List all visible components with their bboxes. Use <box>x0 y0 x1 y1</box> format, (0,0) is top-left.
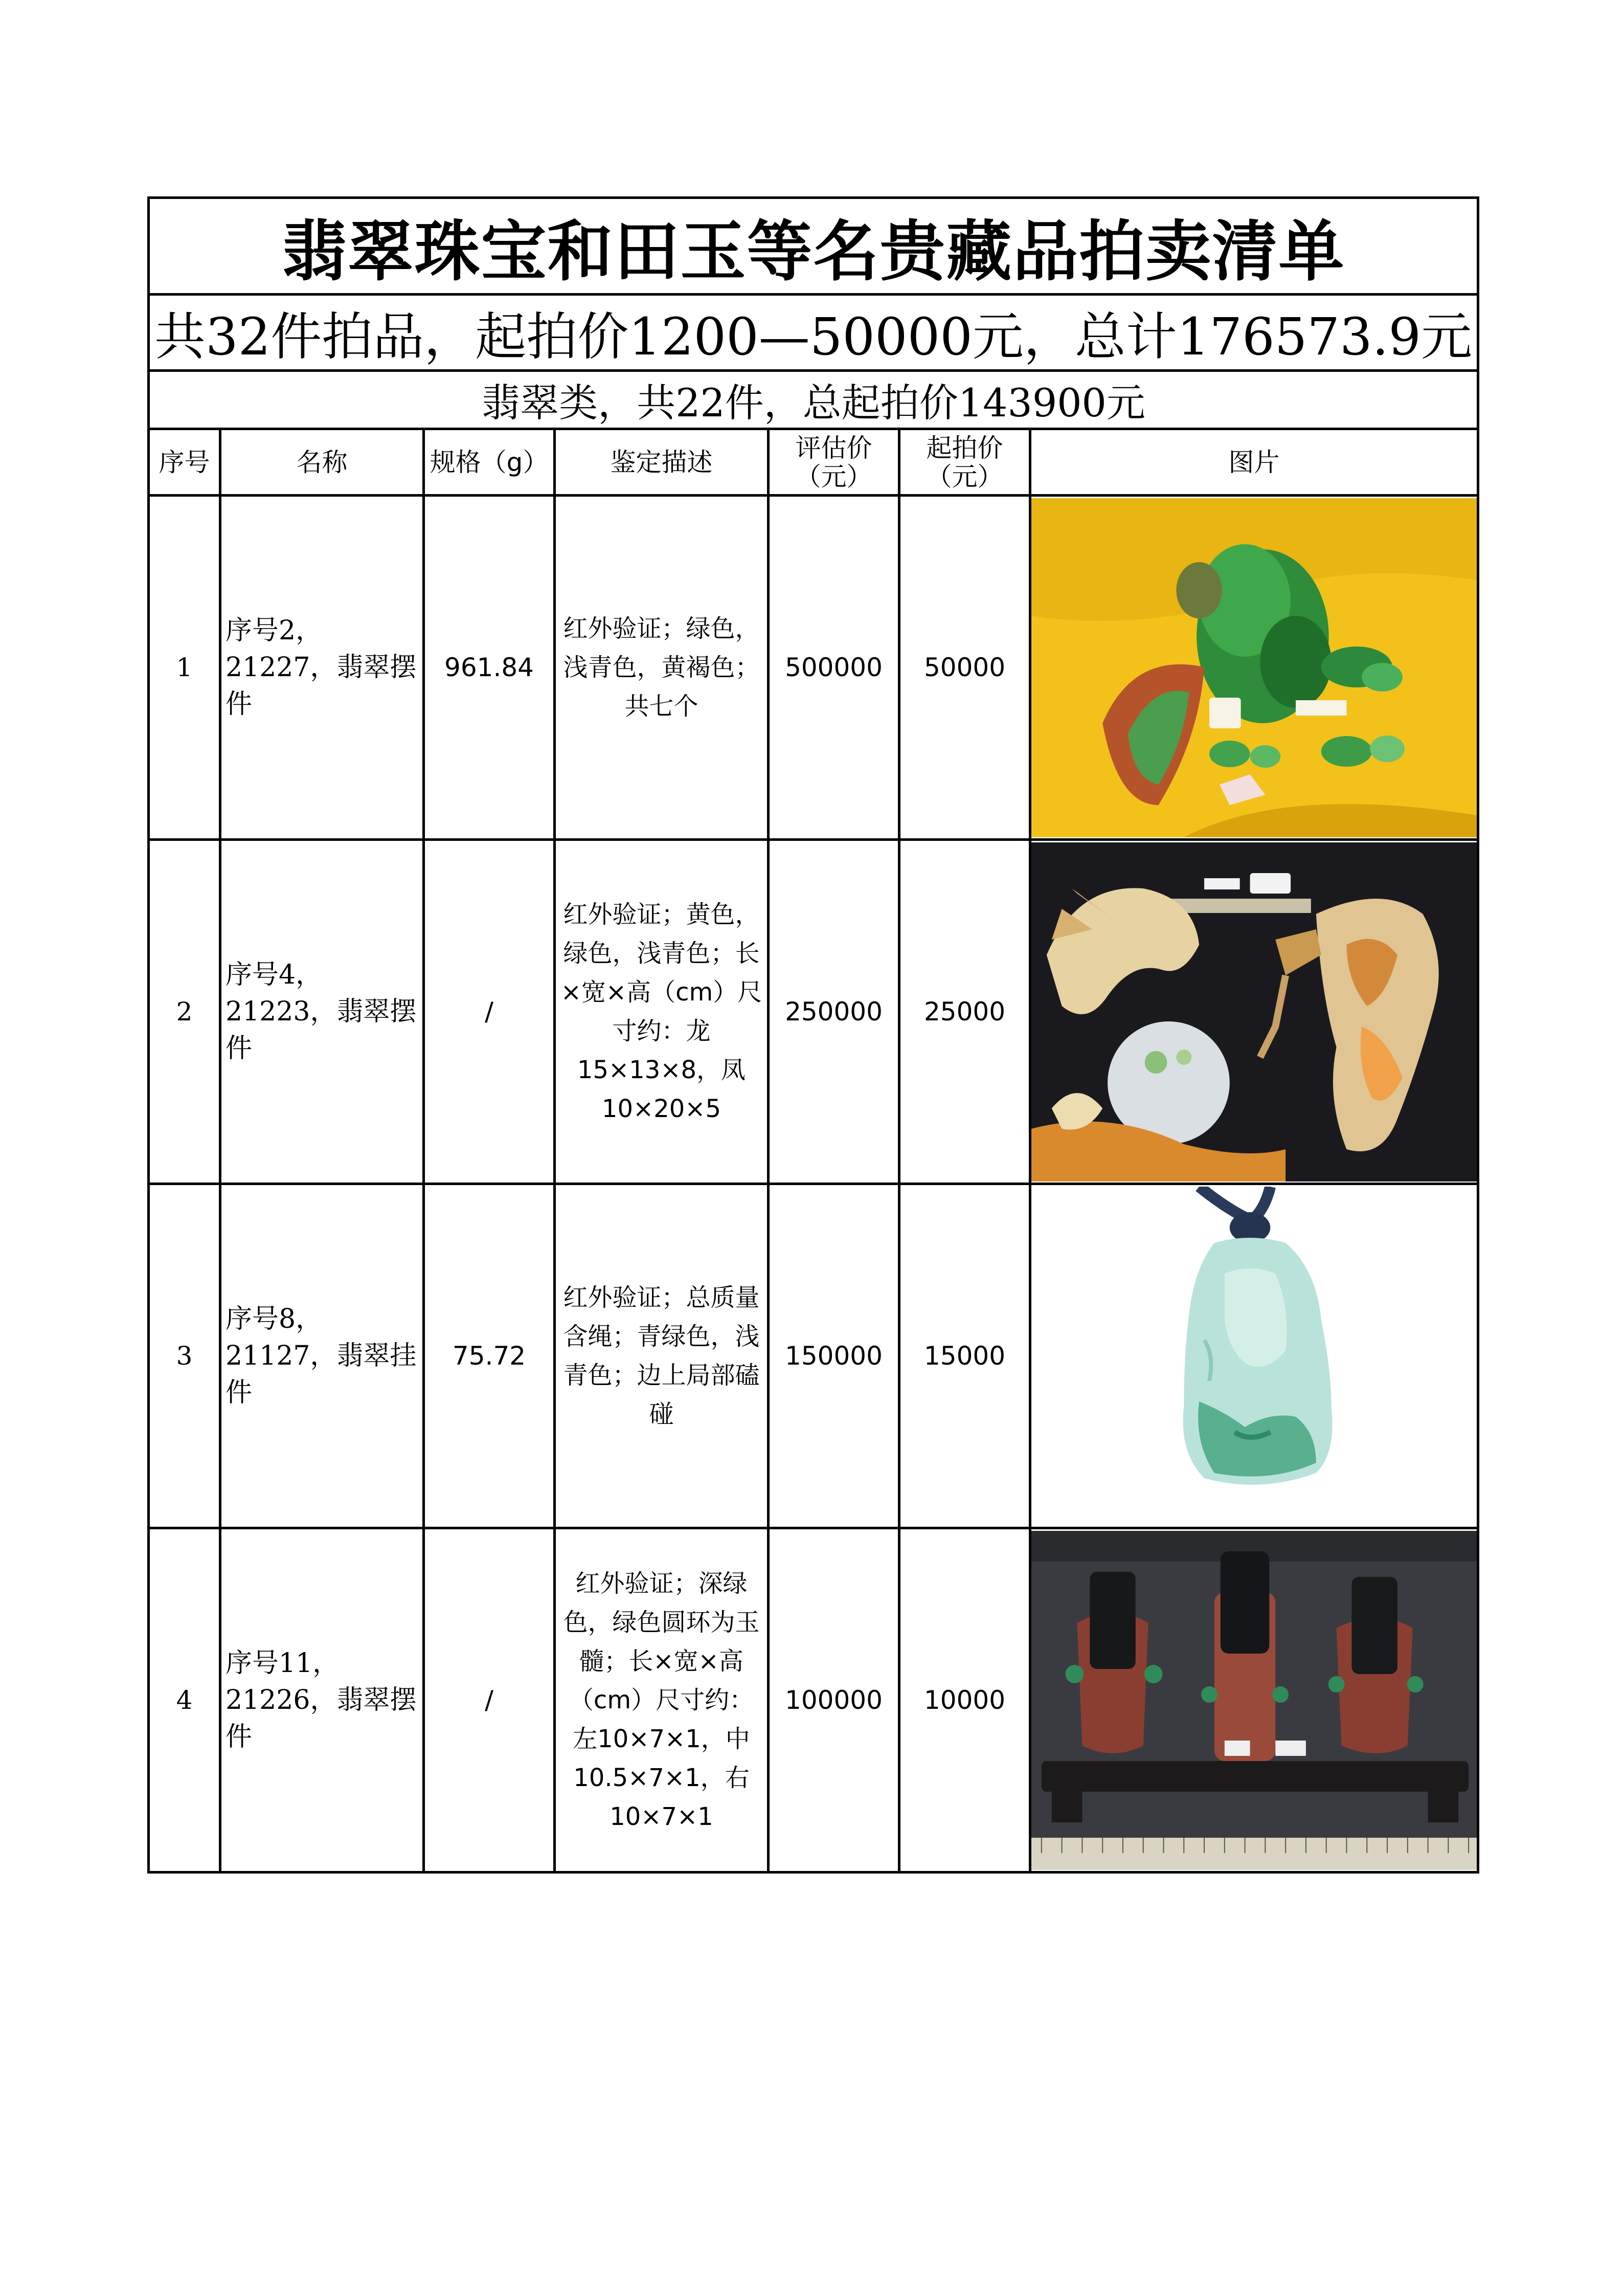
table-row <box>149 1528 1478 1873</box>
row-spec: 75.72 <box>424 1184 555 1528</box>
row-spec: / <box>424 840 555 1184</box>
row-index: 1 <box>149 496 220 840</box>
auction-summary: 共32件拍品，起拍价1200—50000元，总计176573.9元 <box>149 295 1478 371</box>
table-row <box>149 840 1478 1184</box>
row-estimate: 250000 <box>769 840 899 1184</box>
row-spec: 961.84 <box>424 496 555 840</box>
category-summary: 翡翠类，共22件，总起拍价143900元 <box>149 371 1478 429</box>
table-header <box>149 429 1478 496</box>
row-estimate: 500000 <box>769 496 899 840</box>
header-description: 鉴定描述 <box>555 429 769 496</box>
row-image <box>1030 496 1478 840</box>
header-name: 名称 <box>220 429 424 496</box>
row-name: 序号4，21223，翡翠摆件 <box>220 840 424 1184</box>
row-estimate: 100000 <box>769 1528 899 1873</box>
row-description: 红外验证；深绿色，绿色圆环为玉髓；长×宽×高（cm）尺寸约：左10×7×1，中10.5×7×1，右10×7×1 <box>555 1528 769 1873</box>
header-start-price: 起拍价（元） <box>899 429 1030 496</box>
header-estimate: 评估价（元） <box>769 429 899 496</box>
row-image <box>1030 1528 1478 1873</box>
header-index: 序号 <box>149 429 220 496</box>
header-spec: 规格（g） <box>424 429 555 496</box>
jade-ornament-set-photo <box>1031 498 1477 837</box>
row-index: 2 <box>149 840 220 1184</box>
row-name: 序号2，21227，翡翠摆件 <box>220 496 424 840</box>
header-image: 图片 <box>1030 429 1478 496</box>
table-row <box>149 496 1478 840</box>
row-start-price: 10000 <box>899 1528 1030 1873</box>
row-image <box>1030 840 1478 1184</box>
row-start-price: 15000 <box>899 1184 1030 1528</box>
row-image <box>1030 1184 1478 1528</box>
jade-dragon-phoenix-photo <box>1031 842 1477 1182</box>
row-index: 4 <box>149 1528 220 1873</box>
row-description: 红外验证；总质量含绳；青绿色，浅青色；边上局部磕碰 <box>555 1184 769 1528</box>
row-start-price: 50000 <box>899 496 1030 840</box>
row-description: 红外验证；黄色，绿色，浅青色；长×宽×高（cm）尺寸约：龙15×13×8，凤10×20×5 <box>555 840 769 1184</box>
table-row <box>149 1184 1478 1528</box>
row-name: 序号8，21127，翡翠挂件 <box>220 1184 424 1528</box>
row-spec: / <box>424 1528 555 1873</box>
auction-list-table <box>147 196 1479 1874</box>
row-name: 序号11，21226，翡翠摆件 <box>220 1528 424 1873</box>
jade-plaques-on-stands-photo <box>1031 1531 1477 1870</box>
row-description: 红外验证；绿色，浅青色，黄褐色；共七个 <box>555 496 769 840</box>
row-start-price: 25000 <box>899 840 1030 1184</box>
jade-pendant-photo <box>1031 1187 1477 1526</box>
row-estimate: 150000 <box>769 1184 899 1528</box>
row-index: 3 <box>149 1184 220 1528</box>
page-title: 翡翠珠宝和田玉等名贵藏品拍卖清单 <box>149 198 1478 295</box>
